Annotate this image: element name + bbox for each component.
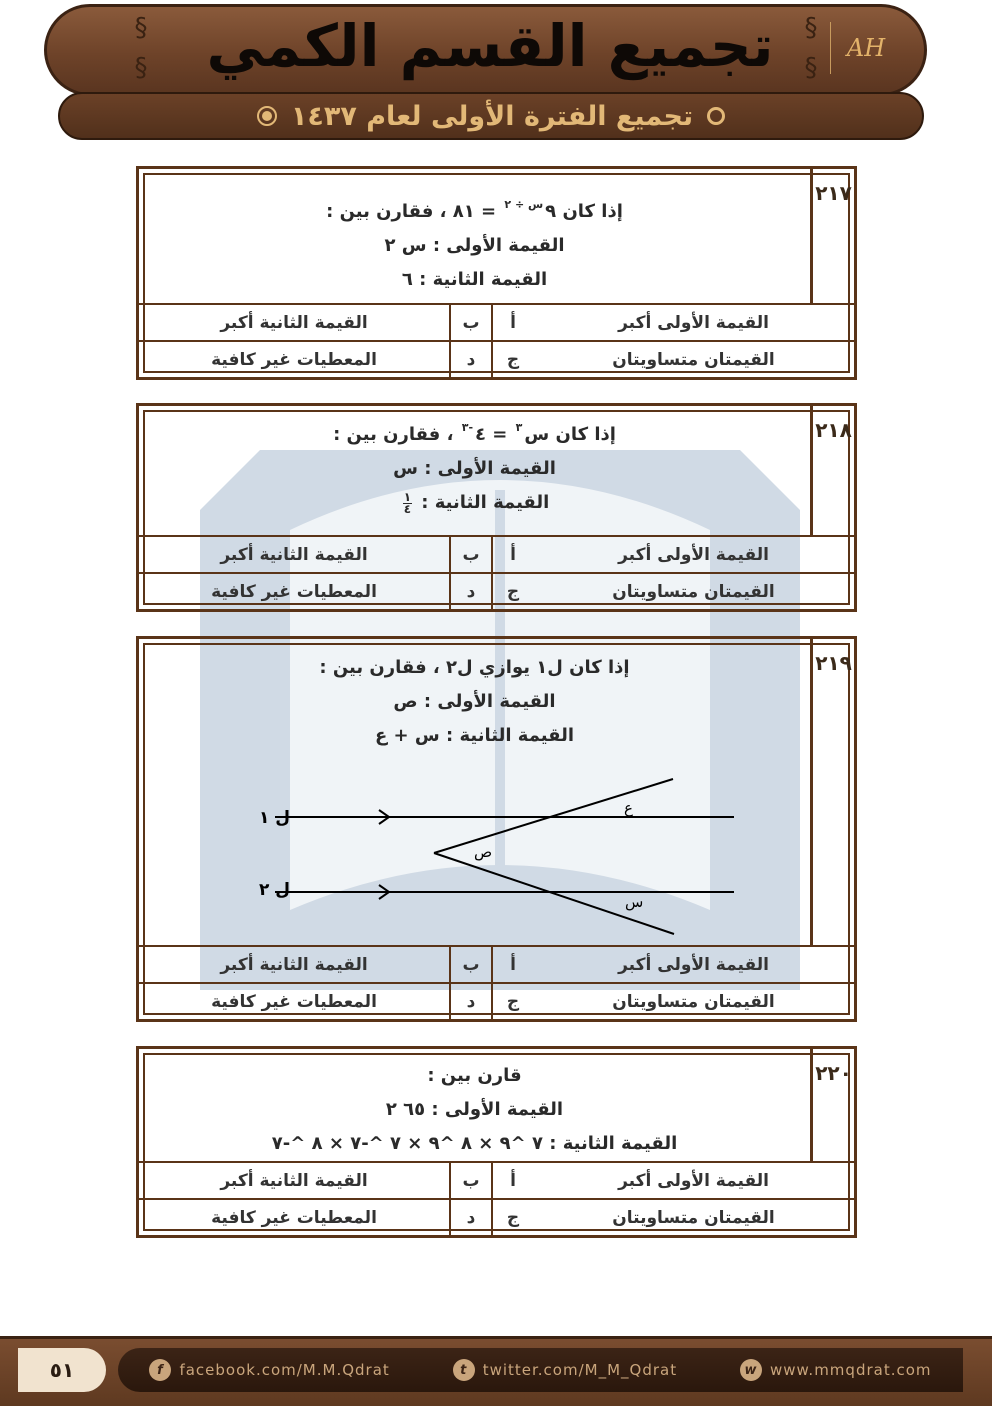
question-number: ٢١٩ [810,639,854,946]
option-c-text[interactable]: القيمتان متساويتان [612,991,775,1012]
option-a-letter[interactable]: أ [491,537,533,572]
option-a-text[interactable]: القيمة الأولى أكبر [618,954,769,975]
stem-text: إذا كان س [524,424,616,445]
option-a-text[interactable]: القيمة الأولى أكبر [618,312,769,333]
option-c-letter[interactable]: ج [491,1200,533,1235]
option-a-letter[interactable]: أ [491,305,533,340]
options-row-1 [139,303,854,340]
options-row-1 [139,535,854,572]
question-number: ٢٢٠ [810,1049,854,1162]
question-217 [136,166,857,380]
option-b-text[interactable]: القيمة الثانية أكبر [220,954,368,975]
page-title: تجميع القسم الكمي [206,12,774,80]
facebook-icon: f [149,1359,171,1381]
stem-line-3: القيمة الثانية : س + ع [374,725,575,746]
options-row-1 [139,945,854,982]
option-b-letter[interactable]: ب [449,1163,491,1198]
ornament-left: § § [134,13,148,83]
stem-text: ، فقارن بين : [333,424,454,445]
stem-line-1: قارن بين : [427,1065,522,1086]
question-number: ٢١٧ [810,169,854,303]
stem-line-1 [139,418,810,452]
stem-line-2: القيمة الأولى : ص [393,691,556,712]
option-d-text[interactable]: المعطيات غير كافية [211,581,377,602]
page-number: ٥١ [18,1348,106,1392]
option-c-letter[interactable]: ج [491,984,533,1019]
stem-line-3 [139,486,810,520]
exponent: -٣ [461,421,474,434]
stem-text: إذا كان ٩ [545,201,623,222]
option-c-text[interactable]: القيمتان متساويتان [612,1207,775,1228]
exponent: س ÷ ٢ [504,198,544,211]
option-d-text[interactable]: المعطيات غير كافية [211,991,377,1012]
answer-options [139,1161,854,1235]
option-d-text[interactable]: المعطيات غير كافية [211,1207,377,1228]
question-stem [139,639,810,753]
option-d-letter[interactable]: د [449,1200,491,1235]
option-a-text[interactable]: القيمة الأولى أكبر [618,544,769,565]
ornament-right: § § [804,13,818,83]
option-a-text[interactable]: القيمة الأولى أكبر [618,1170,769,1191]
stem-line-2: القيمة الأولى : س ٢ [384,235,565,256]
fraction-numerator: ١ [403,489,412,504]
facebook-text: facebook.com/M.M.Qdrat [179,1361,390,1379]
stem-line-3: القيمة الثانية : ٦ [401,269,548,290]
stem-line-2: القيمة الأولى : س [393,458,556,479]
parallel-lines-figure [219,769,819,944]
label-angle-p: ع [624,799,633,817]
fraction [403,489,412,516]
answer-options [139,945,854,1019]
subtitle [58,94,924,138]
answer-options [139,535,854,609]
question-stem [139,169,810,297]
answer-options [139,303,854,377]
fraction-denominator: ٤ [403,501,412,516]
option-c-text[interactable]: القيمتان متساويتان [612,349,775,370]
label-angle-x: س [625,893,644,911]
option-b-text[interactable]: القيمة الثانية أكبر [220,312,368,333]
options-row-2 [139,340,854,377]
option-a-letter[interactable]: أ [491,947,533,982]
option-d-letter[interactable]: د [449,342,491,377]
logo-monogram: AH [846,34,886,62]
option-b-text[interactable]: القيمة الثانية أكبر [220,1170,368,1191]
stem-line-3: القيمة الثانية : ٧ ^٩ × ٨ ^٩ × ٧ ^-٧ × ٨ ^-٧ [271,1133,678,1154]
option-b-letter[interactable]: ب [449,305,491,340]
social-links [118,1348,963,1392]
stem-line-1 [139,195,810,229]
option-b-text[interactable]: القيمة الثانية أكبر [220,544,368,565]
option-c-text[interactable]: القيمتان متساويتان [612,581,775,602]
twitter-text: twitter.com/M_M_Qdrat [482,1361,678,1379]
options-row-1 [139,1161,854,1198]
twitter-link[interactable] [453,1359,677,1381]
label-angle-s: ص [474,843,493,861]
option-b-letter[interactable]: ب [449,947,491,982]
options-row-2 [139,1198,854,1235]
option-c-letter[interactable]: ج [491,342,533,377]
target-icon [257,106,277,126]
question-220 [136,1046,857,1238]
question-stem [139,1049,810,1161]
globe-icon: w [740,1359,762,1381]
facebook-link[interactable] [149,1359,389,1381]
ring-icon [707,107,725,125]
question-number: ٢١٨ [810,406,854,536]
option-d-letter[interactable]: د [449,984,491,1019]
option-d-text[interactable]: المعطيات غير كافية [211,349,377,370]
options-row-2 [139,982,854,1019]
options-row-2 [139,572,854,609]
website-text: www.mmqdrat.com [770,1361,932,1379]
label-l2: ل ٢ [259,880,291,900]
option-d-letter[interactable]: د [449,574,491,609]
brand-logo [830,22,901,74]
question-stem [139,406,810,520]
stem-text: القيمة الثانية : [421,492,550,513]
question-218 [136,403,857,612]
option-b-letter[interactable]: ب [449,537,491,572]
stem-line-2: القيمة الأولى : ٦٥ ٢ [385,1099,564,1120]
subtitle-text: تجميع الفترة الأولى لعام ١٤٣٧ [290,100,694,132]
stem-text: = ٤ [475,424,508,445]
option-c-letter[interactable]: ج [491,574,533,609]
website-link[interactable] [740,1359,932,1381]
stem-line-1: إذا كان ل١ يوازي ل٢ ، فقارن بين : [319,657,630,678]
twitter-icon: t [453,1359,475,1381]
stem-text: = ٨١ ، فقارن بين : [326,201,497,222]
exponent: ٣ [515,421,523,434]
question-219 [136,636,857,1022]
option-a-letter[interactable]: أ [491,1163,533,1198]
label-l1: ل ١ [259,808,291,828]
